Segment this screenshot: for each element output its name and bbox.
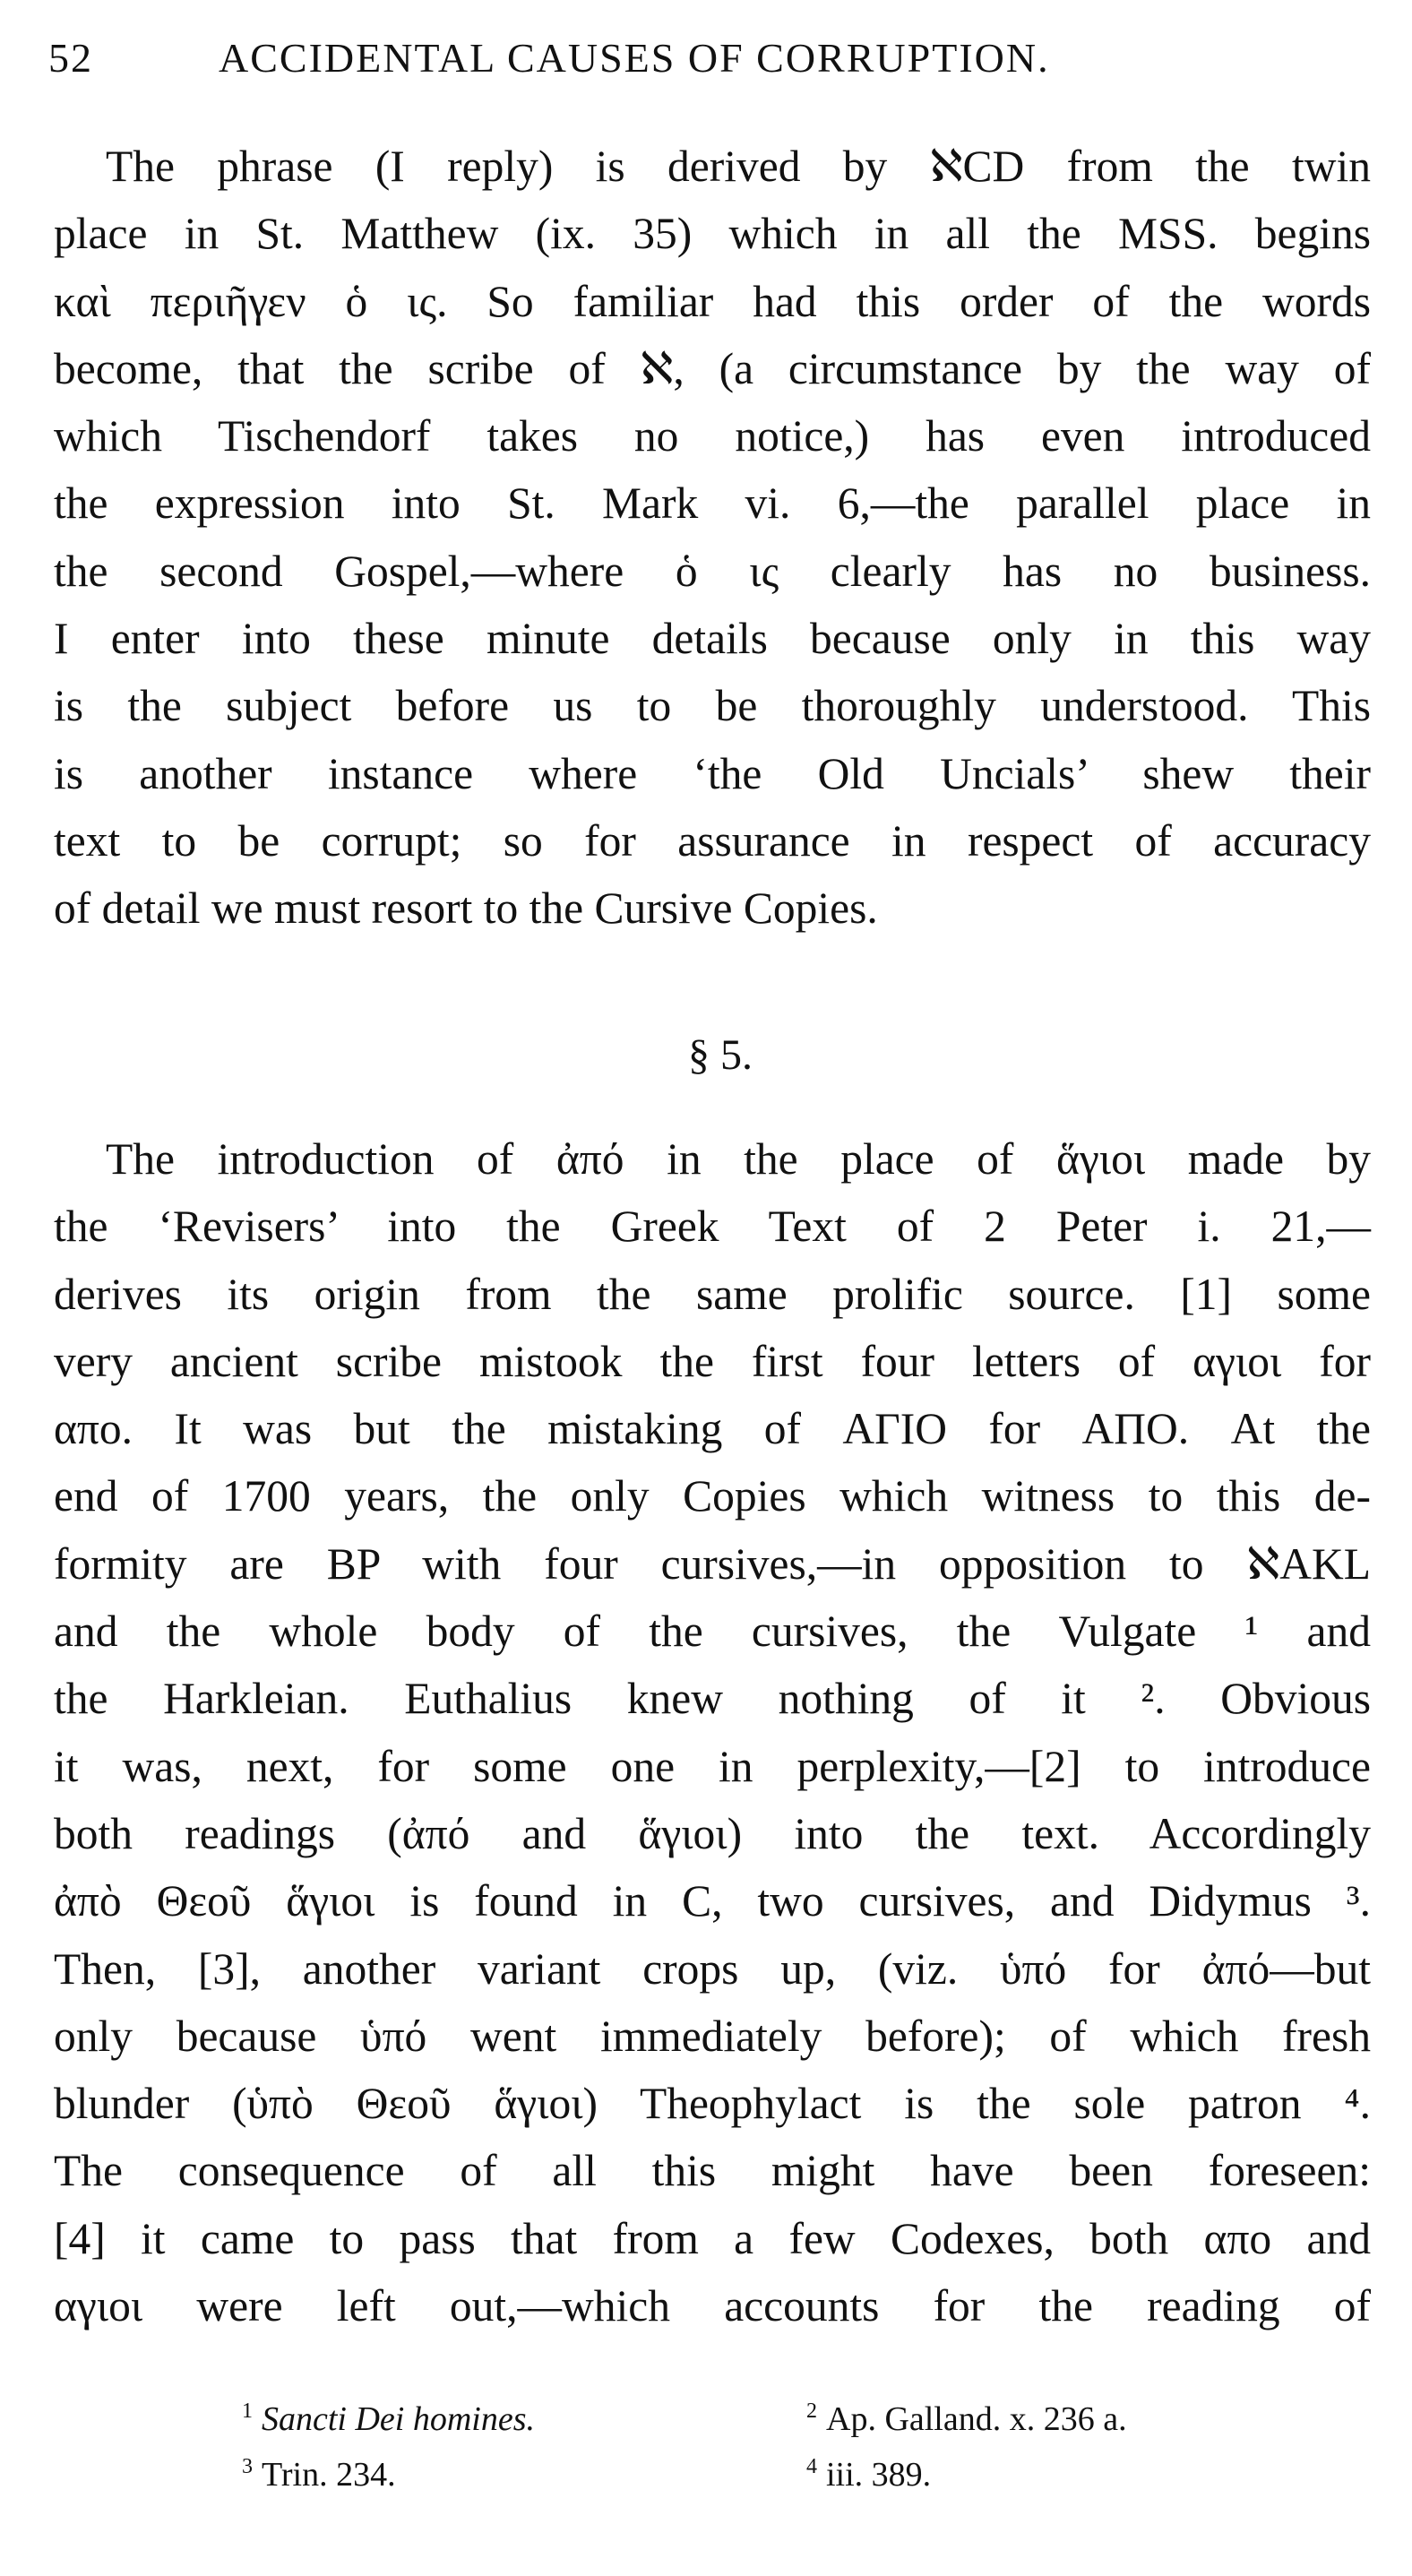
text-line: The consequence of all this might have been foreseen: bbox=[54, 2146, 1371, 2196]
text-line: very ancient scribe mistook the first four letters of αγιοι for bbox=[54, 1336, 1371, 1386]
text-line: end of 1700 years, the only Copies which witness to this de- bbox=[54, 1471, 1371, 1521]
text-line: Then, [3], another variant crops up, (viz. ὑπό for ἀπό—but bbox=[54, 1943, 1371, 1994]
footnote-mark: 2 bbox=[806, 2399, 817, 2423]
footnote-4 bbox=[806, 2439, 931, 2503]
text-line: the second Gospel,—where ὁ ις clearly has no business. bbox=[54, 546, 1371, 596]
text-line: place in St. Matthew (ix. 35) which in all the MSS. begins bbox=[54, 209, 1371, 259]
text-line: only because ὑπό went immediately before); of which fresh bbox=[54, 2011, 1371, 2061]
text-line: απο. It was but the mistaking of ΑΓΙΟ for ΑΠΟ. At the bbox=[54, 1404, 1371, 1454]
paragraph-2 bbox=[54, 1125, 1371, 2339]
text-line: both readings (ἀπό and ἅγιοι) into the text. Accordingly bbox=[54, 1808, 1371, 1858]
text-line: the Harkleian. Euthalius knew nothing of it ². Obvious bbox=[54, 1674, 1371, 1724]
page-header bbox=[48, 34, 1374, 97]
text-line: is another instance where ‘the Old Uncials’ shew their bbox=[54, 748, 1371, 798]
section-heading: § 5. bbox=[688, 1031, 753, 1079]
footnote-3 bbox=[242, 2439, 396, 2503]
text-line: and the whole body of the cursives, the Vulgate ¹ and bbox=[54, 1607, 1371, 1657]
running-title: ACCIDENTAL CAUSES OF CORRUPTION. bbox=[219, 35, 1050, 81]
text-line: become, that the scribe of ℵ, (a circumstance by the way of bbox=[54, 343, 1371, 393]
text-line: of detail we must resort to the Cursive Copies. bbox=[54, 883, 878, 934]
footnote-mark: 4 bbox=[806, 2455, 817, 2478]
footnote-text: Ap. Galland. x. 236 a. bbox=[826, 2400, 1127, 2438]
text-line: is the subject before us to be thoroughly understood. This bbox=[54, 681, 1371, 731]
text-line: formity are BP with four cursives,—in opposition to ℵAKL bbox=[54, 1538, 1371, 1589]
text-line: I enter into these minute details because only in this way bbox=[54, 614, 1371, 664]
text-line: [4] it came to pass that from a few Codexes, both απο and bbox=[54, 2213, 1371, 2263]
text-line: the expression into St. Mark vi. 6,—the parallel place in bbox=[54, 478, 1371, 529]
footnote-text: iii. 389. bbox=[826, 2456, 932, 2494]
text-line: text to be corrupt; so for assurance in respect of accuracy bbox=[54, 815, 1371, 866]
text-line: The phrase (I reply) is derived by ℵCD from the twin bbox=[106, 142, 1371, 191]
text-line: which Tischendorf takes no notice,) has even introduced bbox=[54, 411, 1371, 461]
footnote-2 bbox=[806, 2383, 1127, 2447]
text-line: derives its origin from the same prolific source. [1] some bbox=[54, 1269, 1371, 1319]
text-line: ἀπὸ Θεοῦ ἅγιοι is found in C, two cursives, and Didymus ³. bbox=[54, 1876, 1371, 1926]
footnote-1 bbox=[242, 2383, 535, 2447]
page-number: 52 bbox=[48, 35, 93, 81]
text-line: the ‘Revisers’ into the Greek Text of 2 Peter i. 21,— bbox=[54, 1202, 1371, 1252]
text-line: αγιοι were left out,—which accounts for the reading of bbox=[54, 2281, 1371, 2331]
paragraph-1 bbox=[54, 133, 1371, 943]
footnote-text: Sancti Dei homines. bbox=[262, 2400, 536, 2438]
text-line: it was, next, for some one in perplexity,—[2] to introduce bbox=[54, 1741, 1371, 1791]
footnote-mark: 1 bbox=[242, 2399, 253, 2423]
footnote-mark: 3 bbox=[242, 2455, 253, 2478]
footnote-text: Trin. 234. bbox=[262, 2456, 396, 2494]
text-line: blunder (ὑπὸ Θεοῦ ἅγιοι) Theophylact is the sole patron ⁴. bbox=[54, 2079, 1371, 2129]
text-line: καὶ περιῆγεν ὁ ις. So familiar had this order of the words bbox=[54, 276, 1371, 326]
text-line: The introduction of ἀπό in the place of ἅγιοι made by bbox=[106, 1134, 1371, 1184]
